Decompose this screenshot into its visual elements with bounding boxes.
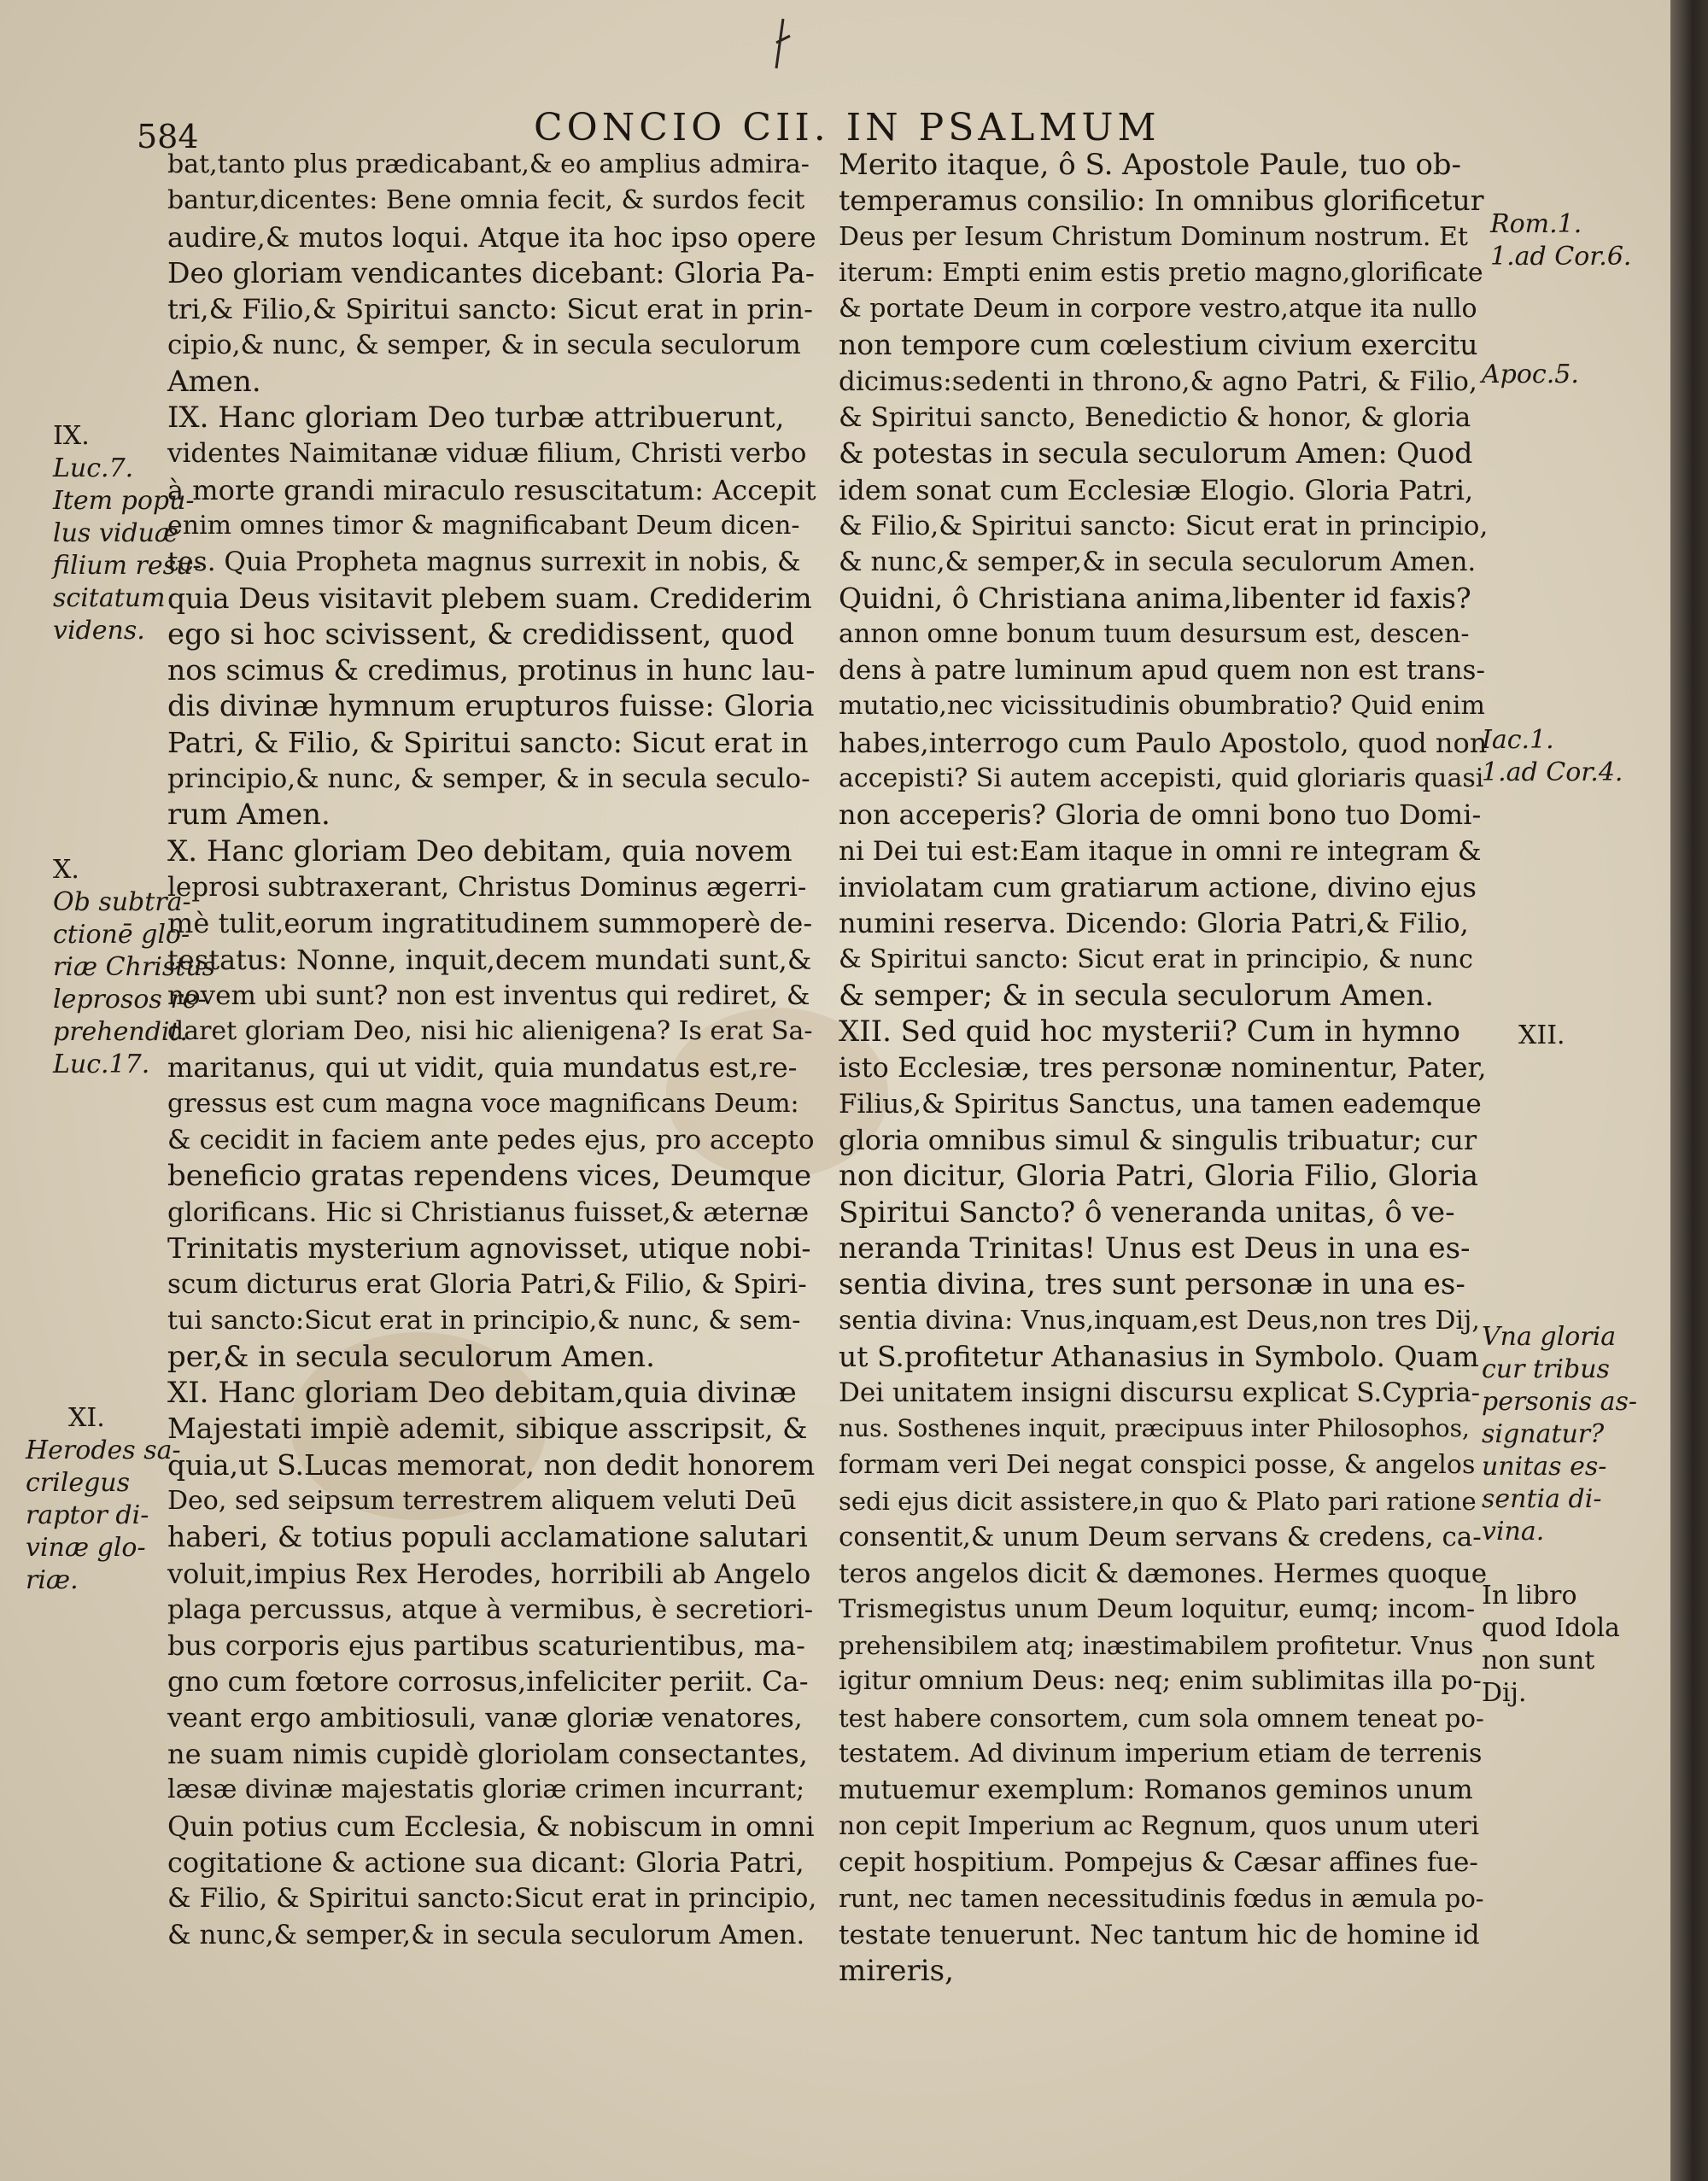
text-line: beneficio gratas rependens vices, Deumque: [167, 1159, 812, 1194]
text-line: Dei unitatem insigni discursu explicat S.Cypria-: [839, 1377, 1481, 1409]
margin-line: raptor di-: [26, 1500, 149, 1530]
text-line: & Spiritui sancto: Sicut erat in principio, & nunc: [839, 944, 1473, 974]
text-line: & Filio, & Spiritui sancto:Sicut erat in principio,: [167, 1883, 817, 1915]
text-line: Merito itaque, ô S. Apostole Paule, tuo ob-: [839, 148, 1462, 182]
text-line: habes,interrogo cum Paulo Apostolo, quod non: [839, 726, 1488, 759]
margin-line: non sunt: [1482, 1646, 1595, 1675]
text-line: Deo, sed seipsum terrestrem aliquem veluti Deū: [167, 1485, 797, 1516]
margin-line: Item popu-: [53, 486, 195, 516]
margin-line: lus viduæ: [53, 518, 179, 548]
text-line: mè tulit,eorum ingratitudinem summoperè de-: [167, 907, 813, 940]
text-line: igitur omnium Deus: neq; enim sublimitas illa po-: [839, 1666, 1482, 1697]
margin-line: Dij.: [1482, 1678, 1527, 1708]
running-title: CONCIO CII. IN PSALMUM: [534, 106, 1161, 149]
text-line: Deo gloriam vendicantes dicebant: Gloria Pa-: [167, 255, 815, 289]
margin-line: signatur?: [1482, 1419, 1605, 1449]
margin-note-xi: [26, 1402, 181, 1597]
text-line: dens à patre luminum apud quem non est trans-: [839, 655, 1485, 687]
text-line: accepisti? Si autem accepisti, quid gloriaris quasi: [839, 763, 1484, 794]
margin-section-xii: [1518, 1020, 1565, 1052]
text-line: ni Dei tui est:Eam itaque in omni re integram &: [839, 835, 1482, 867]
text-line: ego si hoc scivissent, & credidissent, quod: [167, 617, 795, 652]
text-line: & semper; & in secula seculorum Amen.: [839, 978, 1435, 1013]
text-line: cepit hospitium. Pompejus & Cæsar affines fue-: [839, 1846, 1478, 1878]
margin-line: Iac.1.: [1482, 725, 1554, 755]
text-line: Majestati impiè ademit, sibique asscripsit, &: [167, 1412, 808, 1446]
text-line: sentia divina: Vnus,inquam,est Deus,non tres Dij,: [839, 1305, 1480, 1336]
margin-line: vinæ glo-: [26, 1533, 146, 1563]
margin-line: Rom.1.: [1490, 209, 1582, 239]
margin-line: Luc.17.: [53, 1050, 150, 1079]
margin-line: cur tribus: [1482, 1354, 1610, 1384]
text-line: veant ergo ambitiosuli, vanæ gloriæ venatores,: [167, 1702, 803, 1734]
ink-mark: [764, 17, 798, 77]
text-line: bat,tanto plus prædicabant,& eo amplius admira-: [167, 149, 810, 179]
text-line: sentia divina, tres sunt personæ in una es-: [839, 1267, 1465, 1302]
text-line: tes. Quia Propheta magnus surrexit in nobis, &: [167, 547, 801, 578]
text-line: Filius,& Spiritus Sanctus, una tamen eademque: [839, 1088, 1482, 1120]
text-line: testatem. Ad divinum imperium etiam de terrenis: [839, 1739, 1483, 1769]
text-line: daret gloriam Deo, nisi hic alienigena? Is erat Sa-: [167, 1016, 813, 1047]
text-line: dicimus:sedenti in throno,& agno Patri, & Filio,: [839, 365, 1477, 397]
margin-line: XII.: [1518, 1020, 1565, 1050]
margin-line: videns.: [53, 616, 145, 646]
text-line: Quin potius cum Ecclesia, & nobiscum in omni: [167, 1810, 815, 1843]
text-line: quia Deus visitavit plebem suam. Crediderim: [167, 581, 812, 615]
text-line: audire,& mutos loqui. Atque ita hoc ipso opere: [167, 220, 816, 254]
text-line: prehensibilem atq; inæstimabilem profitetur. Vnus: [839, 1631, 1474, 1661]
text-line: temperamus consilio: In omnibus glorificetur: [839, 184, 1484, 218]
text-line: à morte grandi miraculo resuscitatum: Accepit: [167, 473, 816, 506]
text-line: runt, nec tamen necessitudinis fœdus in æmula po-: [839, 1884, 1484, 1914]
margin-note-una-gloria: [1482, 1321, 1637, 1548]
margin-line: riæ.: [26, 1565, 79, 1595]
text-line: Deus per Iesum Christum Dominum nostrum. Et: [839, 221, 1468, 252]
text-line: dis divinæ hymnum erupturos fuisse: Gloria: [167, 689, 815, 724]
text-line: XI. Hanc gloriam Deo debitam,quia divinæ: [167, 1376, 797, 1411]
text-line: IX. Hanc gloriam Deo turbæ attribuerunt,: [167, 401, 785, 436]
text-line: cipio,& nunc, & semper, & in secula seculorum: [167, 330, 801, 361]
margin-line: sentia di-: [1482, 1484, 1602, 1514]
margin-line: scitatum: [53, 583, 166, 613]
text-line: sedi ejus dicit assistere,in quo & Plato pari ratione: [839, 1486, 1477, 1516]
margin-line: personis as-: [1482, 1387, 1638, 1417]
margin-line: XI.: [68, 1403, 105, 1433]
text-line: non cepit Imperium ac Regnum, quos unum uteri: [839, 1810, 1480, 1841]
text-line: mutatio,nec vicissitudinis obumbratio? Quid enim: [839, 691, 1485, 722]
text-line: principio,& nunc, & semper, & in secula seculo-: [167, 763, 810, 795]
margin-line: Luc.7.: [53, 453, 134, 483]
margin-line: Herodes sa-: [26, 1435, 181, 1465]
margin-line: riæ Christus: [53, 952, 216, 982]
text-line: Amen.: [167, 364, 261, 399]
text-line: gressus est cum magna voce magnificans Deum:: [167, 1088, 799, 1119]
margin-line: 1.ad Cor.4.: [1482, 757, 1623, 787]
margin-line: Apoc.5.: [1482, 360, 1579, 389]
text-line: idem sonat cum Ecclesiæ Elogio. Gloria Patri,: [839, 473, 1474, 506]
text-line: testatus: Nonne, inquit,decem mundati sunt,&: [167, 943, 812, 976]
margin-line: crilegus: [26, 1468, 131, 1498]
margin-line: Ob subtra-: [53, 887, 191, 917]
text-line: quia,ut S.Lucas memorat, non dedit honorem: [167, 1447, 816, 1482]
text-line: non tempore cum cœlestium civium exercitu: [839, 328, 1478, 362]
text-line: Patri, & Filio, & Spiritui sancto: Sicut erat in: [167, 725, 809, 759]
text-line: glorificans. Hic si Christianus fuisset,& æternæ: [167, 1196, 810, 1228]
text-line: tri,& Filio,& Spiritui sancto: Sicut erat in prin-: [167, 293, 813, 326]
text-line: videntes Naimitanæ viduæ filium, Christi verbo: [167, 438, 807, 470]
text-line: X. Hanc gloriam Deo debitam, quia novem: [167, 833, 793, 868]
text-line: scum dicturus erat Gloria Patri,& Filio, & Spiri-: [167, 1269, 807, 1301]
text-line: rum Amen.: [167, 798, 330, 833]
text-line: ut S.profitetur Athanasius in Symbolo. Quam: [839, 1339, 1479, 1373]
text-line: inviolatam cum gratiarum actione, divino ejus: [839, 870, 1477, 903]
text-line: numini reserva. Dicendo: Gloria Patri,& Filio,: [839, 907, 1469, 940]
text-line: per,& in secula seculorum Amen.: [167, 1339, 655, 1374]
margin-line: IX.: [53, 421, 90, 451]
text-line: Spiritui Sancto? ô veneranda unitas, ô ve-: [839, 1195, 1455, 1230]
right-text-column: [839, 147, 1488, 1989]
text-line: haberi, & totius populi acclamatione salutari: [167, 1520, 808, 1554]
text-line: cogitatione & actione sua dicant: Gloria Patri,: [167, 1845, 804, 1879]
text-line: maritanus, qui ut vidit, quia mundatus est,re-: [167, 1051, 798, 1085]
margin-refs-iac-cor: [1482, 724, 1623, 789]
text-line: consentit,& unum Deum servans & credens, ca-: [839, 1522, 1482, 1553]
margin-ref-apoc: [1482, 359, 1579, 391]
text-line: plaga percussus, atque à vermibus, è secretiori-: [167, 1593, 814, 1625]
margin-note-in-libro: [1482, 1580, 1620, 1710]
text-line: mireris,: [839, 1953, 954, 1988]
text-line: bantur,dicentes: Bene omnia fecit, & surdos fecit: [167, 185, 805, 216]
text-line: iterum: Empti enim estis pretio magno,glorificate: [839, 257, 1483, 288]
text-line: & Spiritui sancto, Benedictio & honor, & gloria: [839, 402, 1471, 434]
left-text-column: [167, 147, 816, 1953]
page-number: 584: [137, 118, 199, 155]
text-line: test habere consortem, cum sola omnem teneat po-: [839, 1703, 1484, 1733]
margin-line: vina.: [1482, 1517, 1545, 1547]
text-line: non dicitur, Gloria Patri, Gloria Filio, Gloria: [839, 1159, 1478, 1194]
margin-line: leprosos re-: [53, 985, 207, 1014]
text-line: Quidni, ô Christiana anima,libenter id faxis?: [839, 581, 1471, 615]
margin-line: prehendit.: [53, 1017, 189, 1047]
text-line: nos scimus & credimus, protinus in hunc lau-: [167, 653, 816, 687]
text-line: non acceperis? Gloria de omni bono tuo Domi-: [839, 798, 1482, 832]
margin-line: In libro: [1482, 1581, 1577, 1611]
margin-line: ctionē glo-: [53, 920, 190, 950]
margin-line: Vna gloria: [1482, 1322, 1617, 1352]
text-line: voluit,impius Rex Herodes, horribili ab Angelo: [167, 1557, 811, 1590]
text-line: formam veri Dei negat conspici posse, & angelos: [839, 1449, 1476, 1480]
margin-line: quod Idola: [1482, 1613, 1620, 1643]
text-line: bus corporis ejus partibus scaturientibus, ma-: [167, 1629, 805, 1663]
text-line: & nunc,& semper,& in secula seculorum Amen.: [167, 1919, 805, 1950]
text-line: & potestas in secula seculorum Amen: Quod: [839, 436, 1473, 471]
text-line: XII. Sed quid hoc mysterii? Cum in hymno: [839, 1014, 1460, 1050]
text-line: isto Ecclesiæ, tres personæ nominentur, Pater,: [839, 1051, 1487, 1085]
text-line: gloria omnibus simul & singulis tribuatur; cur: [839, 1124, 1477, 1157]
text-line: & portate Deum in corpore vestro,atque ita nullo: [839, 294, 1477, 325]
text-line: ne suam nimis cupidè gloriolam consectantes,: [167, 1738, 808, 1771]
text-line: testate tenuerunt. Nec tantum hic de homine id: [839, 1919, 1480, 1950]
text-line: & cecidit in faciem ante pedes ejus, pro accepto: [167, 1125, 815, 1156]
text-line: tui sancto:Sicut erat in principio,& nunc, & sem-: [167, 1305, 801, 1336]
text-line: leprosi subtraxerant, Christus Dominus ægerri-: [167, 871, 807, 903]
text-line: enim omnes timor & magnificabant Deum dicen-: [167, 510, 800, 541]
text-line: & nunc,& semper,& in secula seculorum Amen.: [839, 547, 1477, 578]
text-line: Trinitatis mysterium agnovisset, utique nobi-: [167, 1231, 811, 1265]
text-line: Trismegistus unum Deum loquitur, eumq; incom-: [839, 1593, 1476, 1624]
book-gutter: [1670, 0, 1708, 2181]
text-line: nus. Sosthenes inquit, præcipuus inter Philosophos,: [839, 1414, 1470, 1443]
text-line: & Filio,& Spiritui sancto: Sicut erat in principio,: [839, 510, 1489, 541]
margin-line: unitas es-: [1482, 1452, 1607, 1482]
text-line: mutuemur exemplum: Romanos geminos unum: [839, 1775, 1473, 1806]
margin-line: 1.ad Cor.6.: [1490, 242, 1632, 272]
text-line: neranda Trinitas! Unus est Deus in una es-: [839, 1231, 1471, 1266]
page-header: [137, 101, 1503, 155]
margin-refs-rom-cor: [1490, 208, 1631, 273]
text-line: teros angelos dicit & dæmones. Hermes quoque: [839, 1558, 1488, 1589]
margin-line: filium resu-: [53, 551, 202, 581]
text-line: annon omne bonum tuum desursum est, descen-: [839, 618, 1470, 649]
margin-line: X.: [53, 855, 79, 885]
text-line: gno cum fœtore corrosus,infeliciter periit. Ca-: [167, 1665, 809, 1699]
text-line: novem ubi sunt? non est inventus qui rediret, &: [167, 979, 810, 1011]
text-line: læsæ divinæ majestatis gloriæ crimen incurrant;: [167, 1775, 805, 1805]
